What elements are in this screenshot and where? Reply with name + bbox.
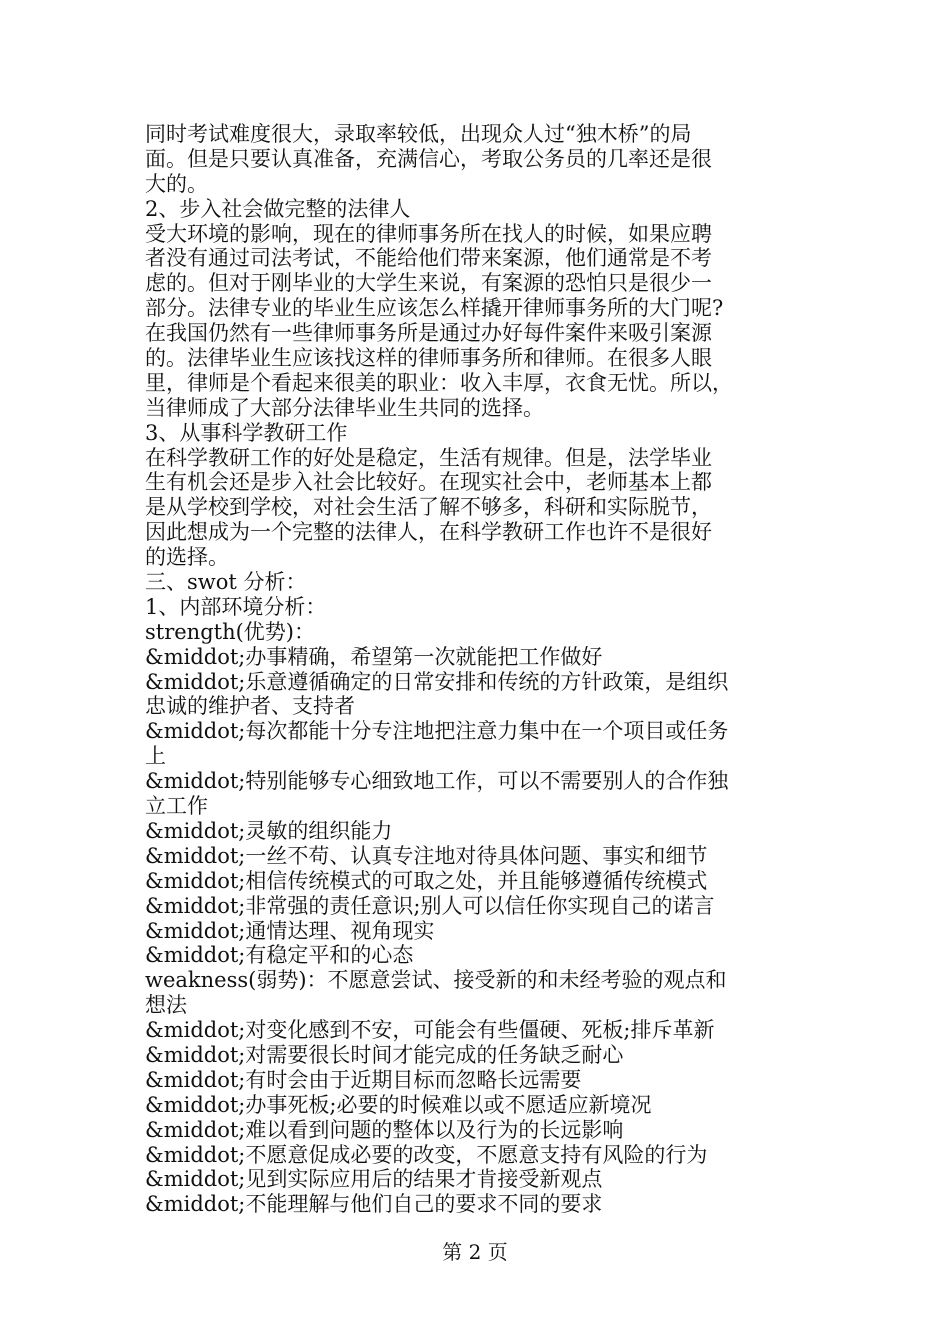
text-line: 当律师成了大部分法律毕业生共同的选择。 [145,395,544,420]
text-line: 部分。法律专业的毕业生应该怎么样撬开律师事务所的大门呢? [145,296,724,321]
list-item: 忠诚的维护者、支持者 [145,694,355,719]
text-line: 里，律师是个看起来很美的职业：收入丰厚，衣食无忧。所以， [145,370,733,395]
list-item: &middot;办事精确，希望第一次就能把工作做好 [145,644,603,669]
list-item: &middot;灵敏的组织能力 [145,818,393,843]
text-line: 虑的。但对于刚毕业的大学生来说，有案源的恐怕只是很少一 [145,271,712,296]
list-item: &middot;见到实际应用后的结果才肯接受新观点 [145,1167,603,1192]
text-line: 的选择。 [145,545,229,570]
list-item: &middot;有稳定平和的心态 [145,943,414,968]
list-item: &middot;对变化感到不安，可能会有些僵硬、死板;排斥革新 [145,1018,715,1043]
text-line: 同时考试难度很大，录取率较低，出现众人过“独木桥”的局 [145,122,692,146]
list-item: &middot;通情达理、视角现实 [145,918,435,943]
text-line: 者没有通过司法考试，不能给他们带来案源，他们通常是不考 [145,246,712,271]
text-line: 面。但是只要认真准备，充满信心，考取公务员的几率还是很 [145,146,712,171]
list-heading: strength(优势)： [145,619,315,644]
text-line: 受大环境的影响，现在的律师事务所在找人的时候，如果应聘 [145,221,712,246]
list-item: &middot;办事死板;必要的时候难以或不愿适应新境况 [145,1092,652,1117]
section-heading: 三、swot 分析： [145,570,307,595]
list-item: &middot;相信传统模式的可取之处，并且能够遵循传统模式 [145,868,708,893]
section-heading: 3、从事科学教研工作 [145,420,348,445]
section-heading: 2、步入社会做完整的法律人 [145,196,411,221]
list-item: 上 [145,744,166,769]
list-item: 立工作 [145,794,208,819]
list-item: &middot;对需要很长时间才能完成的任务缺乏耐心 [145,1042,624,1067]
list-item: &middot;特别能够专心细致地工作，可以不需要别人的合作独 [145,769,729,794]
list-heading: weakness(弱势)：不愿意尝试、接受新的和未经考验的观点和 [145,968,727,993]
list-item: &middot;一丝不苟、认真专注地对待具体问题、事实和细节 [145,843,708,868]
text-line: 因此想成为一个完整的法律人，在科学教研工作也许不是很好 [145,520,712,545]
list-item: &middot;不愿意促成必要的改变，不愿意支持有风险的行为 [145,1142,708,1167]
subsection-heading: 1、内部环境分析： [145,594,327,619]
text-line: 生有机会还是步入社会比较好。在现实社会中，老师基本上都 [145,470,712,495]
document-body [145,122,805,1217]
text-line: 在科学教研工作的好处是稳定，生活有规律。但是，法学毕业 [145,445,712,470]
list-item: &middot;难以看到问题的整体以及行为的长远影响 [145,1117,624,1142]
page-number: 第 2 页 [442,1240,508,1264]
text-line: 在我国仍然有一些律师事务所是通过办好每件案件来吸引案源 [145,321,712,346]
text-line: 是从学校到学校，对社会生活了解不够多，科研和实际脱节， [145,495,712,520]
list-heading: 想法 [145,993,187,1018]
list-item: &middot;有时会由于近期目标而忽略长远需要 [145,1067,582,1092]
text-line: 的。法律毕业生应该找这样的律师事务所和律师。在很多人眼 [145,346,712,371]
list-item: &middot;不能理解与他们自己的要求不同的要求 [145,1192,603,1217]
list-item: &middot;非常强的责任意识;别人可以信任你实现自己的诺言 [145,893,715,918]
list-item: &middot;每次都能十分专注地把注意力集中在一个项目或任务 [145,719,729,744]
text-line: 大的。 [145,171,208,196]
list-item: &middot;乐意遵循确定的日常安排和传统的方针政策，是组织 [145,669,729,694]
